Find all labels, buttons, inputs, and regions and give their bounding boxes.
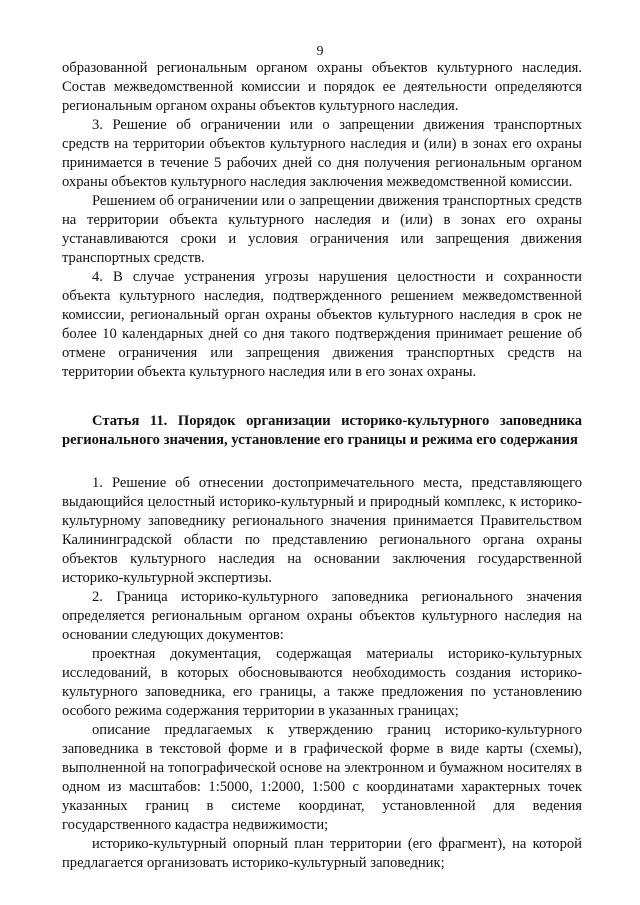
paragraph-continuation: образованной региональным органом охраны объектов культурного наследия. Состав межведомственной комиссии и порядок ее деятельности определяются региональным органом охраны объектов культурного наследия. [62,60,582,114]
article-11-item-2: 2. Граница историко-культурного заповедника регионального значения определяется региональным органом охраны объектов культурного наследия на основании следующих документов: [62,589,582,643]
article-11-document-project: проектная документация, содержащая материалы историко-культурных исследований, в которых обосновываются необходимость создания историко-культурного заповедника, его границы, а также предложения по установлению особого режима содержания территории в указанных границах; [62,646,582,719]
paragraph-item-4: 4. В случае устранения угрозы нарушения целостности и сохранности объекта культурного наследия, подтвержденного решением межведомственной комиссии, региональный орган охраны объектов культурного наследия в срок не более 10 календарных дней со дня такого подтверждения принимает решение об отмене ограничения или запрещения движения транспортных средств на территории объекта культурного наследия или в его зонах охраны. [62,269,582,380]
article-11-document-reference-plan: историко-культурный опорный план территории (его фрагмент), на которой предлагается организовать историко-культурный заповедник; [62,836,582,871]
document-body [62,59,582,873]
heading-spacer [62,450,582,474]
article-11-item-1: 1. Решение об отнесении достопримечательного места, представляющего выдающийся целостный историко-культурный и природный комплекс, к историко-культурному заповеднику регионального значения принимается Правительством Калининградской области по представлению регионального органа охраны объектов культурного наследия на основании заключения государственной историко-культурной экспертизы. [62,475,582,586]
paragraph-decision-terms: Решением об ограничении или о запрещении движения транспортных средств на территории объекта культурного наследия и (или) в зонах его охраны устанавливаются сроки и условия ограничения или запрещения движения транспортных средств. [62,193,582,266]
section-spacer [62,382,582,412]
article-11-document-boundary-description: описание предлагаемых к утверждению границ историко-культурного заповедника в текстовой форме и в графической форме в виде карты (схемы), выполненной на топографической основе на электронном и бумажном носителях в одном из масштабов: 1:5000, 1:2000, 1:500 с координатами характерных точек указанных границ в системе координат, установленной для ведения государственного кадастра недвижимости; [62,722,582,833]
paragraph-item-3: 3. Решение об ограничении или о запрещении движения транспортных средств на территории объектов культурного наследия и (или) в зонах его охраны принимается в течение 5 рабочих дней со дня получения региональным органом охраны объектов культурного наследия заключения межведомственной комиссии. [62,117,582,190]
article-11-heading: Статья 11. Порядок организации историко-культурного заповедника регионального значения, установление его границы и режима его содержания [62,413,582,448]
page-number: 9 [316,44,324,59]
